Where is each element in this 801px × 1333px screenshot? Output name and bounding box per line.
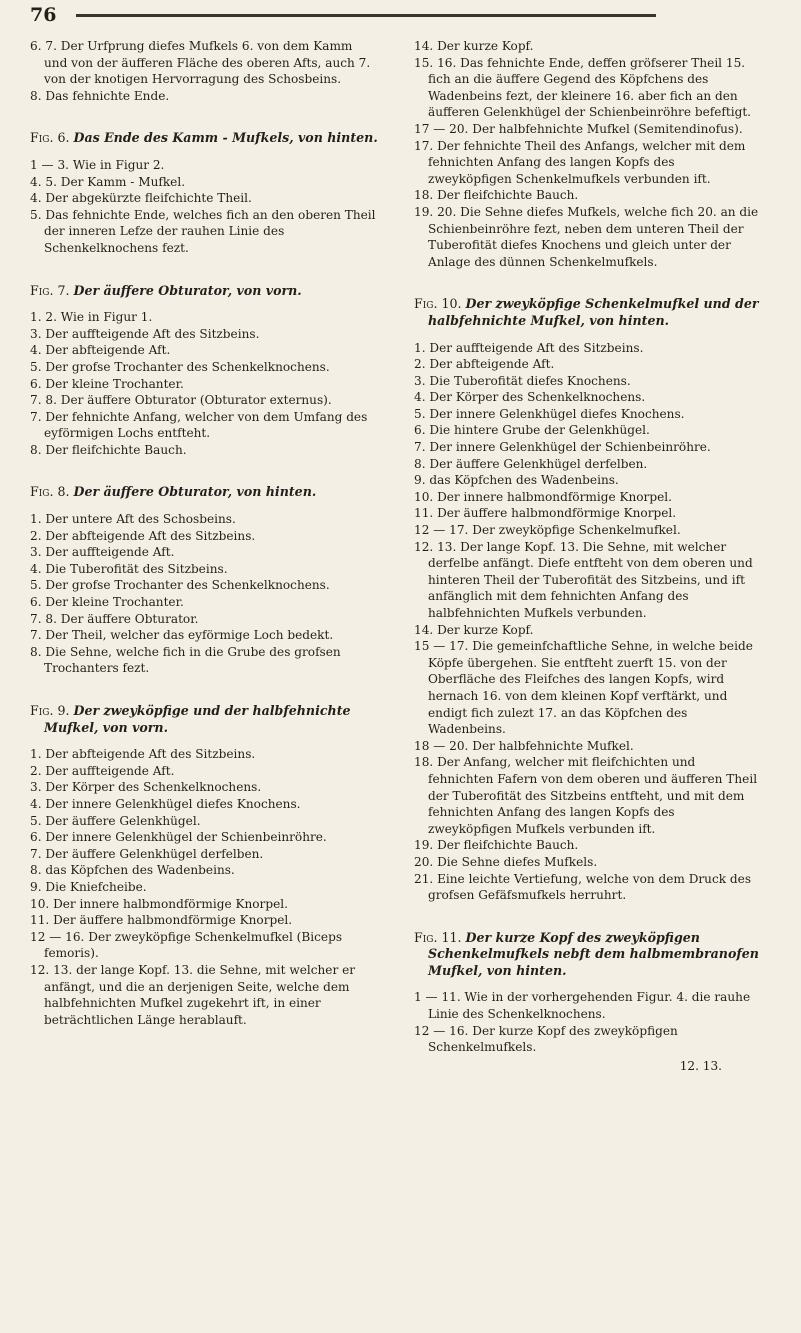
figure-caption-fig6: Fig. 6. Das Ende des Kamm - Mufkels, von hinten.: [30, 130, 378, 146]
list-item: 7. Der fehnichte Anfang, welcher von dem Umfang des eyförmigen Lochs entfteht.: [30, 409, 368, 441]
right-column: [414, 38, 762, 1087]
list-item: 2. Der abfteigende Aft.: [414, 357, 555, 372]
list-item: 12. 13. der lange Kopf. 13. die Sehne, mit welcher er anfängt, und die an derjenigen Seite, welche dem halbfehnichten Mufkel zugekehrt ift, in einer beträchtlichen Länge herablauft.: [30, 962, 356, 1027]
list-item: 1 — 3. Wie in Figur 2.: [30, 157, 165, 172]
list-item: 7. Der äuffere Gelenkhügel derfelben.: [30, 846, 264, 861]
list-item: 8. Das fehnichte Ende.: [30, 88, 170, 103]
list-item: 6. Der kleine Trochanter.: [30, 595, 184, 610]
list-item: 10. Der innere halbmondförmige Knorpel.: [414, 489, 672, 504]
list-item: 19. 20. Die Sehne diefes Mufkels, welche fich 20. an die Schienbeinröhre fezt, neben dem unteren Theil der Tuberofität diefes Knochens und gleich unter der Anlage des dünnen Schenkelmufkels.: [414, 204, 759, 269]
list-item: 3. Der Körper des Schenkelknochens.: [30, 780, 262, 795]
list-item: 2. Der auffteigende Aft.: [30, 763, 175, 778]
list-item: 17. Der fehnichte Theil des Anfangs, welcher mit dem fehnichten Anfang des langen Kopfs des zweyköpfigen Schenkelmufkels verbunden ift.: [414, 138, 746, 186]
list-item: 7. Der innere Gelenkhügel der Schienbeinröhre.: [414, 440, 711, 455]
list-item: 6. 7. Der Urfprung diefes Mufkels 6. von dem Kamm und von der äufferen Fläche des oberen Afts, auch 7. von der knotigen Hervorragung des Schosbeins.: [30, 39, 371, 87]
list-item: 1. Der auffteigende Aft des Sitzbeins.: [414, 340, 644, 355]
list-item: 4. Der innere Gelenkhügel diefes Knochens.: [30, 796, 301, 811]
list-item: 12 — 16. Der zweyköpfige Schenkelmufkel (Biceps femoris).: [30, 929, 343, 961]
list-item: 4. 5. Der Kamm - Mufkel.: [30, 174, 186, 189]
list-item: 5. Der grofse Trochanter des Schenkelknochens.: [30, 578, 330, 593]
list-item: 8. Der äuffere Gelenkhügel derfelben.: [414, 456, 648, 471]
list-item: 18. Der fleifchichte Bauch.: [414, 188, 579, 203]
list-item: 4. Der abfteigende Aft.: [30, 343, 171, 358]
list-item: 5. Der innere Gelenkhügel diefes Knochens.: [414, 406, 685, 421]
list-item: 1. 2. Wie in Figur 1.: [30, 310, 153, 325]
list-item: 10. Der innere halbmondförmige Knorpel.: [30, 896, 288, 911]
list-item: 5. Der äuffere Gelenkhügel.: [30, 813, 201, 828]
list-item: 14. Der kurze Kopf.: [414, 39, 534, 53]
list-item: 20. Die Sehne diefes Mufkels.: [414, 854, 598, 869]
list-item: 12. 13. Der lange Kopf. 13. Die Sehne, mit welcher derfelbe anfängt. Diefe entfteht von dem oberen und hinteren Theil der Tuberofität des Sitzbeins, und ift anfänglich mit dem fehnichten Anfang des halbfehnichten Mufkels verbunden.: [414, 539, 753, 620]
list-item: 6. Die hintere Grube der Gelenkhügel.: [414, 423, 650, 438]
list-item: 18. Der Anfang, welcher mit fleifchichten und fehnichten Fafern von dem oberen und äufferen Theil der Tuberofität des Sitzbeins entfteht, und mit dem fehnichten Anfang des langen Kopfs des zweyköpfigen Mufkels verbunden ift.: [414, 755, 758, 836]
list-item: 7. 8. Der äuffere Obturator.: [30, 611, 199, 626]
list-item: 19. Der fleifchichte Bauch.: [414, 838, 579, 853]
list-item: 4. Die Tuberofität des Sitzbeins.: [30, 561, 228, 576]
list-item: 3. Der auffteigende Aft.: [30, 545, 175, 560]
list-item: 12 — 16. Der kurze Kopf des zweyköpfigen Schenkelmufkels.: [414, 1023, 678, 1055]
list-item: 1. Der untere Aft des Schosbeins.: [30, 512, 236, 527]
figure-caption-fig8: Fig. 8. Der äuffere Obturator, von hinten.: [30, 484, 317, 500]
figure-caption-fig10: Fig. 10. Der zweyköpfige Schenkelmufkel und der halbfehnichte Mufkel, von hinten.: [414, 296, 759, 328]
list-item: 1. Der abfteigende Aft des Sitzbeins.: [30, 747, 256, 762]
list-item: 3. Der auffteigende Aft des Sitzbeins.: [30, 326, 260, 341]
catchword: 12. 13.: [679, 1058, 722, 1073]
list-item: 8. Die Sehne, welche fich in die Grube des grofsen Trochanters fezt.: [30, 644, 341, 676]
list-item: 1 — 11. Wie in der vorhergehenden Figur. 4. die rauhe Linie des Schenkelknochens.: [414, 990, 751, 1022]
list-item: 6. Der kleine Trochanter.: [30, 376, 184, 391]
list-item: 9. das Köpfchen des Wadenbeins.: [414, 473, 619, 488]
list-item: 9. Die Kniefcheibe.: [30, 879, 147, 894]
list-item: 11. Der äuffere halbmondförmige Knorpel.: [30, 913, 293, 928]
list-item: 5. Das fehnichte Ende, welches fich an den oberen Theil der inneren Lefze der rauhen Linie des Schenkelknochens fezt.: [30, 207, 376, 255]
list-item: 8. das Köpfchen des Wadenbeins.: [30, 863, 235, 878]
list-item: 4. Der Körper des Schenkelknochens.: [414, 390, 646, 405]
list-item: 8. Der fleifchichte Bauch.: [30, 442, 187, 457]
left-column: [30, 38, 378, 1028]
list-item: 15 — 17. Die gemeinfchaftliche Sehne, in welche beide Köpfe übergehen. Sie entfteht zuerft 15. von der Oberfläche des Fleifches des langen Kopfs, wird hernach 16. von dem kleinen Kopf verftärkt, und endigt fich zulezt 17. an das Köpfchen des Wadenbeins.: [414, 639, 753, 737]
list-item: 2. Der abfteigende Aft des Sitzbeins.: [30, 528, 256, 543]
list-item: 5. Der grofse Trochanter des Schenkelknochens.: [30, 359, 330, 374]
figure-caption-fig7: Fig. 7. Der äuffere Obturator, von vorn.: [30, 282, 302, 298]
list-item: 11. Der äuffere halbmondförmige Knorpel.: [414, 506, 677, 521]
list-item: 7. Der Theil, welcher das eyförmige Loch bedekt.: [30, 628, 334, 643]
list-item: 15. 16. Das fehnichte Ende, deffen gröfserer Theil 15. fich an die äuffere Gegend des Köpfchens des Wadenbeins fezt, der kleinere 16. aber fich an den äufferen Gelenkhügel der Schienbeinröhre befeftigt.: [414, 55, 752, 120]
list-item: 12 — 17. Der zweyköpfige Schenkelmufkel.: [414, 523, 681, 538]
list-item: 3. Die Tuberofität diefes Knochens.: [414, 373, 631, 388]
figure-caption-fig11: Fig. 11. Der kurze Kopf des zweyköpfigen Schenkelmufkels nebft dem halbmembranofen Mufkel, von hinten.: [414, 929, 759, 978]
top-rule: [76, 14, 656, 17]
list-item: 14. Der kurze Kopf.: [414, 622, 534, 637]
list-item: 6. Der innere Gelenkhügel der Schienbeinröhre.: [30, 830, 327, 845]
list-item: 7. 8. Der äuffere Obturator (Obturator externus).: [30, 393, 332, 408]
list-item: 18 — 20. Der halbfehnichte Mufkel.: [414, 738, 634, 753]
page-number: 76: [30, 4, 57, 26]
list-item: 17 — 20. Der halbfehnichte Mufkel (Semitendinofus).: [414, 121, 743, 136]
list-item: 4. Der abgekürzte fleifchichte Theil.: [30, 191, 252, 206]
figure-caption-fig9: Fig. 9. Der zweyköpfige und der halbfehnichte Mufkel, von vorn.: [30, 703, 351, 735]
list-item: 21. Eine leichte Vertiefung, welche von dem Druck des grofsen Gefäfsmufkels herruhrt.: [414, 871, 752, 903]
